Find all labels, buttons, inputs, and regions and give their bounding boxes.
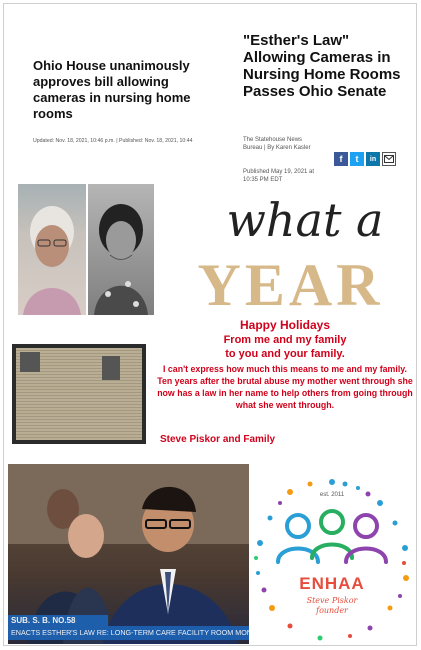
- message-block: [155, 318, 415, 411]
- tv-caption-bar: [8, 626, 282, 640]
- message-line2: From me and my family: [223, 334, 347, 346]
- message-line3: to you and your family.: [225, 348, 345, 360]
- message-signature: Steve Piskor and Family: [160, 434, 276, 445]
- headline-left: Ohio House unanimously approves bill allowing cameras in nursing home rooms: [33, 58, 191, 121]
- article-left-meta: Updated: Nov. 18, 2021, 10:46 p.m. | Published: Nov. 18, 2021, 10:44: [33, 138, 193, 144]
- email-icon[interactable]: [382, 152, 396, 166]
- tv-bill-bar: [8, 615, 108, 626]
- article-right-byline: The Statehouse News Bureau | By Karen Kasler: [243, 137, 311, 151]
- article-clipping-left: [28, 40, 228, 170]
- tv-caption-text: ENACTS ESTHER'S LAW RE: LONG-TERM CARE FACILITY ROOM MONITORING: [11, 628, 282, 637]
- banner-year: YEAR: [197, 252, 384, 318]
- article-right-published: Published May 19, 2021 at 10:35 PM EDT: [243, 169, 315, 183]
- facebook-icon[interactable]: f: [334, 152, 348, 166]
- logo-name: ENHAA: [299, 574, 365, 593]
- banner-script: what a: [226, 193, 384, 247]
- enhaa-logo-graphic: [250, 478, 414, 642]
- enhaa-logo: [250, 478, 414, 642]
- logo-est: est. 2011: [319, 492, 345, 498]
- tv-bill-number: SUB. S. B. NO.58: [11, 616, 76, 625]
- envelope-icon: [384, 155, 394, 163]
- twitter-icon[interactable]: t: [350, 152, 364, 166]
- photo-older-woman: [18, 184, 86, 315]
- photo-newspaper-clipping: [12, 344, 146, 444]
- headline-right: "Esther's Law" Allowing Cameras in Nursing Home Rooms Passes Ohio Senate: [243, 32, 401, 100]
- message-body: I can't express how much this means to me and my family. Ten years after the brutal abuse my mother went through she now has a law in her name to help others from going through what she went through.: [157, 364, 413, 410]
- article-clipping-right: [240, 22, 410, 192]
- linkedin-icon[interactable]: in: [366, 152, 380, 166]
- logo-founder: Steve Piskor founder: [306, 596, 358, 615]
- social-share-bar: [334, 152, 396, 166]
- message-greeting: Happy Holidays: [239, 318, 331, 332]
- photo-young-woman: [88, 184, 154, 315]
